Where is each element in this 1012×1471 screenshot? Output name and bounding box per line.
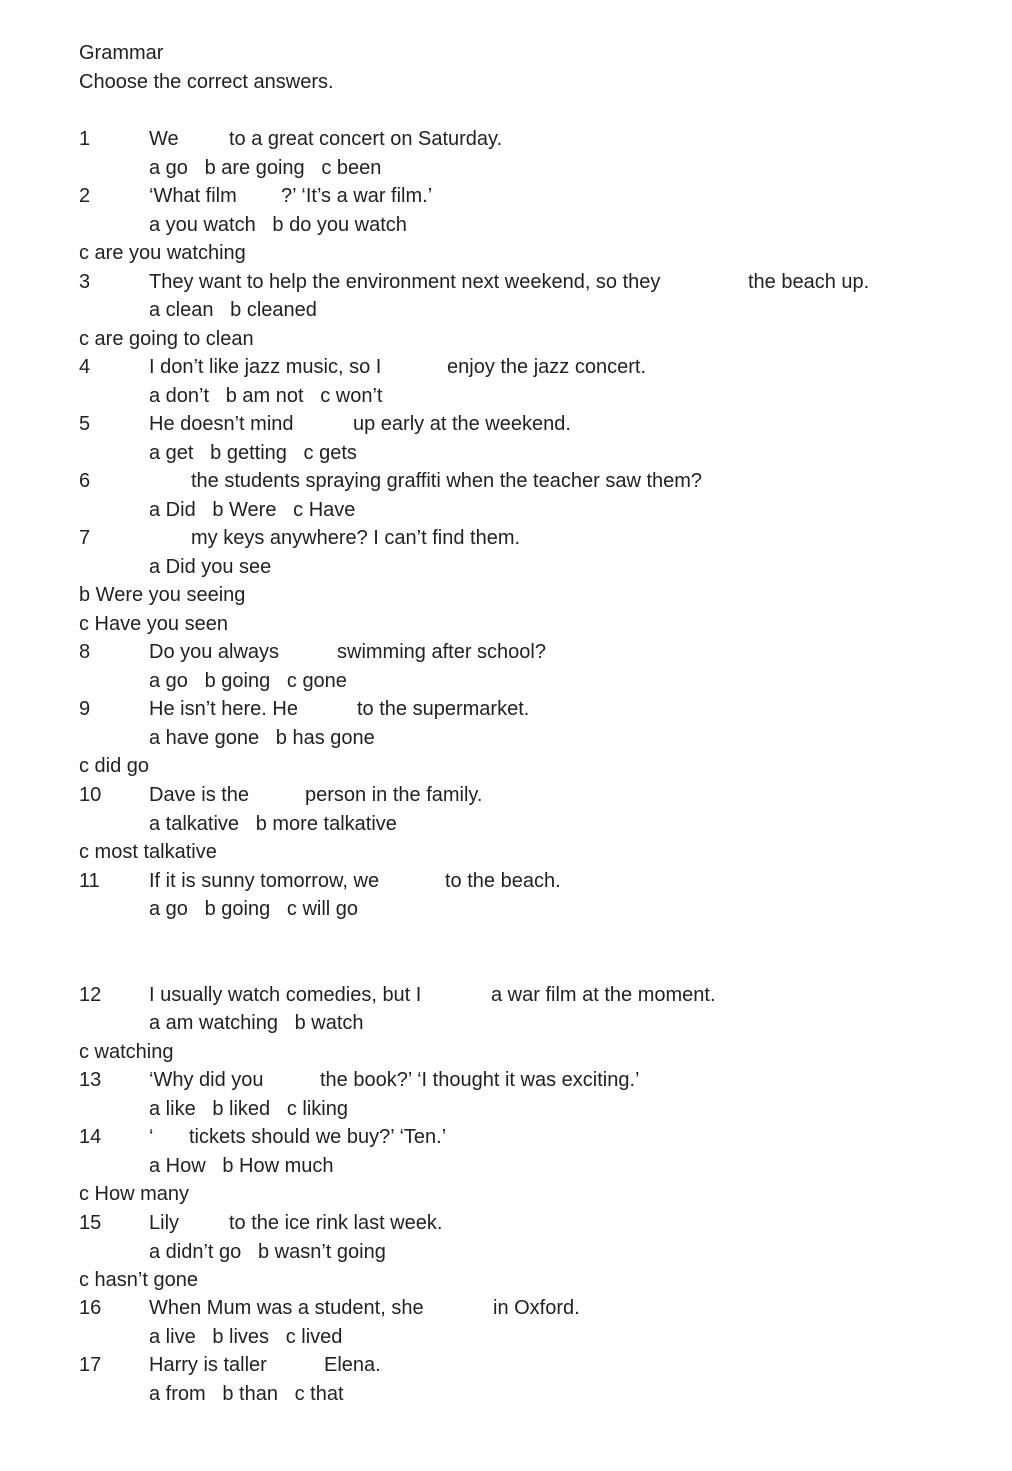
question-text: my keys anywhere? I can’t find them. <box>191 527 521 549</box>
answer-options: a didn’t go b wasn’t going <box>149 1241 386 1263</box>
question-number: 17 <box>79 1354 102 1376</box>
question-text: If it is sunny tomorrow, we <box>149 870 380 892</box>
answer-options: c most talkative <box>79 841 217 863</box>
question-text: to the beach. <box>445 870 561 892</box>
question-text: the students spraying graffiti when the teacher saw them? <box>191 470 703 492</box>
question-text: up early at the weekend. <box>353 413 571 435</box>
answer-options: a clean b cleaned <box>149 299 317 321</box>
answer-options: c are going to clean <box>79 328 254 350</box>
question-text: in Oxford. <box>493 1297 580 1319</box>
question-text: ‘ <box>149 1126 154 1148</box>
question-number: 1 <box>79 128 91 150</box>
question-number: 14 <box>79 1126 102 1148</box>
question-number: 4 <box>79 356 91 378</box>
answer-options: a Did b Were c Have <box>149 499 356 521</box>
question-number: 13 <box>79 1069 102 1091</box>
question-text: We <box>149 128 179 150</box>
question-text: Do you always <box>149 641 280 663</box>
question-number: 12 <box>79 984 102 1006</box>
answer-options: a get b getting c gets <box>149 442 357 464</box>
question-text: I don’t like jazz music, so I <box>149 356 382 378</box>
question-text: person in the family. <box>305 784 483 806</box>
answer-options: b Were you seeing <box>79 584 246 606</box>
question-text: ?’ ‘It’s a war film.’ <box>281 185 433 207</box>
question-number: 5 <box>79 413 91 435</box>
question-number: 2 <box>79 185 91 207</box>
question-text: a war film at the moment. <box>491 984 716 1006</box>
question-number: 9 <box>79 698 91 720</box>
answer-options: a like b liked c liking <box>149 1098 348 1120</box>
question-number: 15 <box>79 1212 102 1234</box>
question-text: Harry is taller <box>149 1354 267 1376</box>
answer-options: a am watching b watch <box>149 1012 364 1034</box>
answer-options: a How b How much <box>149 1155 334 1177</box>
question-number: 10 <box>79 784 102 806</box>
question-text: He isn’t here. He <box>149 698 298 720</box>
answer-options: c watching <box>79 1041 174 1063</box>
question-text: the beach up. <box>748 271 870 293</box>
question-text: to the ice rink last week. <box>229 1212 443 1234</box>
question-text: to a great concert on Saturday. <box>229 128 503 150</box>
question-text: enjoy the jazz concert. <box>447 356 646 378</box>
answer-options: a from b than c that <box>149 1383 344 1405</box>
question-text: Elena. <box>324 1354 381 1376</box>
question-text: They want to help the environment next weekend, so they <box>149 271 661 293</box>
question-text: Dave is the <box>149 784 250 806</box>
question-text: Lily <box>149 1212 180 1234</box>
instruction-text: Choose the correct answers. <box>79 71 334 93</box>
question-text: I usually watch comedies, but I <box>149 984 422 1006</box>
answer-options: a don’t b am not c won’t <box>149 385 383 407</box>
answer-options: a go b are going c been <box>149 157 382 179</box>
question-text: tickets should we buy?’ ‘Ten.’ <box>189 1126 447 1148</box>
answer-options: a Did you see <box>149 556 272 578</box>
question-text: the book?’ ‘I thought it was exciting.’ <box>320 1069 640 1091</box>
question-number: 8 <box>79 641 91 663</box>
answer-options: c did go <box>79 755 150 777</box>
answer-options: c hasn’t gone <box>79 1269 198 1291</box>
section-heading: Grammar <box>79 42 164 64</box>
question-text: ‘Why did you <box>149 1069 264 1091</box>
question-text: to the supermarket. <box>357 698 530 720</box>
answer-options: c are you watching <box>79 242 246 264</box>
question-text: When Mum was a student, she <box>149 1297 424 1319</box>
question-number: 3 <box>79 271 91 293</box>
answer-options: a go b going c gone <box>149 670 347 692</box>
answer-options: c How many <box>79 1183 190 1205</box>
answer-options: a talkative b more talkative <box>149 813 397 835</box>
answer-options: c Have you seen <box>79 613 228 635</box>
question-number: 6 <box>79 470 91 492</box>
question-number: 16 <box>79 1297 102 1319</box>
question-text: ‘What film <box>149 185 237 207</box>
answer-options: a have gone b has gone <box>149 727 375 749</box>
question-text: swimming after school? <box>337 641 546 663</box>
question-text: He doesn’t mind <box>149 413 294 435</box>
question-number: 11 <box>79 870 100 892</box>
question-number: 7 <box>79 527 91 549</box>
answer-options: a go b going c will go <box>149 898 359 920</box>
answer-options: a you watch b do you watch <box>149 214 407 236</box>
answer-options: a live b lives c lived <box>149 1326 343 1348</box>
